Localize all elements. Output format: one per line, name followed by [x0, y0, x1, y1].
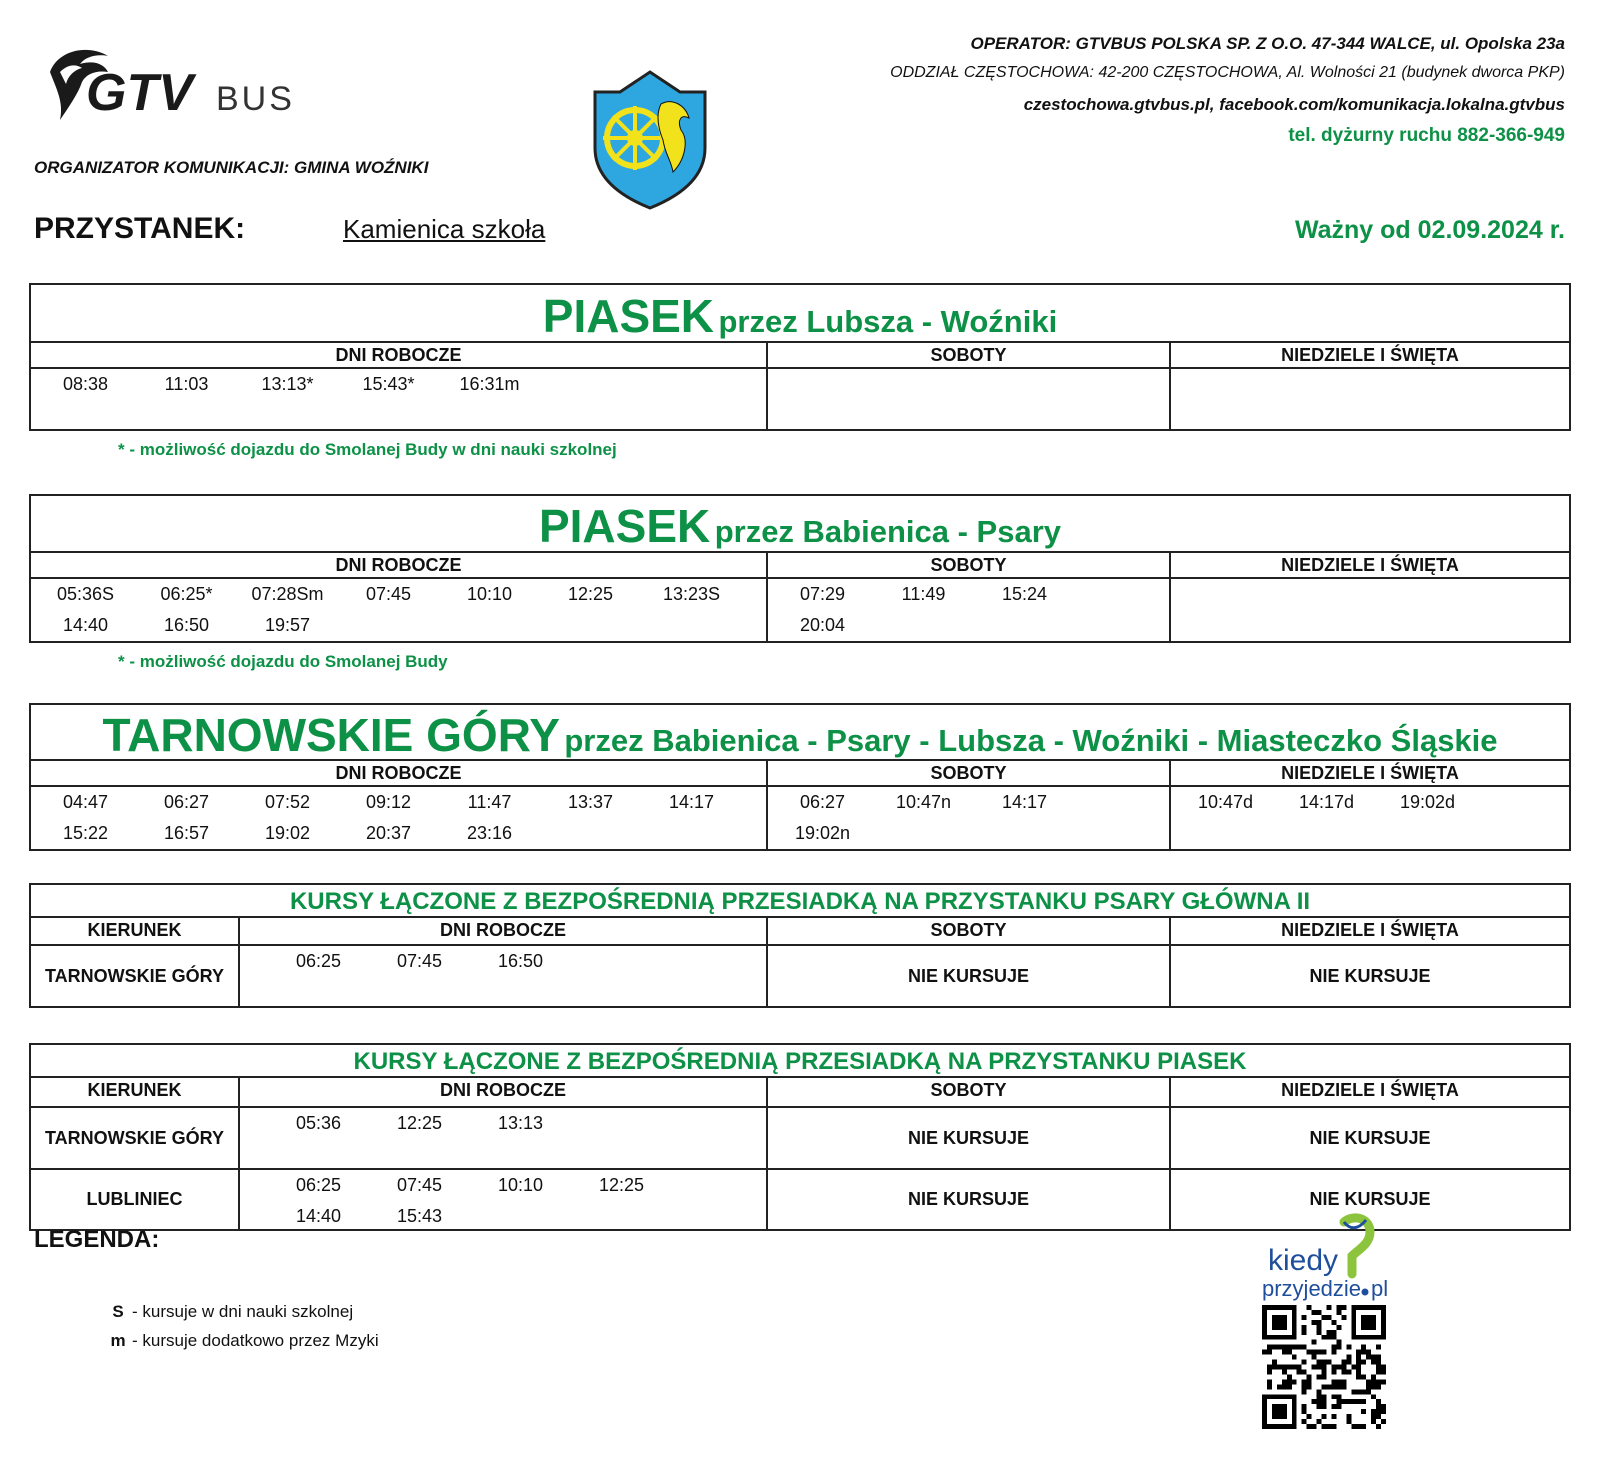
departures-row — [31, 787, 1569, 849]
departure-time: 07:52 — [264, 792, 311, 812]
column-headers — [31, 553, 1569, 579]
saturday-not-running: NIE KURSUJE — [768, 1108, 1171, 1168]
departure-time: 06:27 — [799, 792, 846, 812]
destination: PIASEK — [538, 500, 711, 552]
sunday-not-running: NIE KURSUJE — [1309, 965, 1431, 986]
qr-code-icon[interactable] — [1262, 1305, 1386, 1429]
kiedyprzyjedzie-logo[interactable] — [1258, 1212, 1398, 1302]
kiedy-word: kiedy — [1268, 1244, 1339, 1277]
header-sundays: NIEDZIELE I ŚWIĘTA — [1281, 345, 1459, 365]
header-saturdays: SOBOTY — [768, 918, 1171, 944]
workday-times — [240, 1108, 768, 1168]
header-workdays: DNI ROBOCZE — [31, 761, 768, 785]
departure-time: 11:49 — [901, 584, 946, 604]
departure-time: 04:47 — [62, 792, 109, 812]
header-saturdays: SOBOTY — [768, 1078, 1171, 1106]
departures-row — [31, 579, 1569, 641]
operator-websites[interactable]: czestochowa.gtvbus.pl, facebook.com/komunikacja.lokalna.gtvbus — [1023, 95, 1565, 114]
header-direction: KIERUNEK — [31, 918, 240, 944]
departure-time: 16:57 — [163, 823, 210, 843]
connections-psary — [29, 883, 1571, 1008]
timetable-title — [31, 285, 1569, 343]
legend-text: - kursuje w dni nauki szkolnej — [132, 1302, 354, 1321]
route-via: przez Babienica - Psary - Lubsza - Woźniki - Miasteczko Śląskie — [564, 723, 1498, 758]
header-workdays: DNI ROBOCZE — [240, 918, 768, 944]
header-saturdays: SOBOTY — [768, 343, 1171, 367]
departure-time: 06:25 — [295, 1175, 342, 1195]
connection-row — [31, 1106, 1569, 1168]
header-workdays: DNI ROBOCZE — [31, 553, 768, 577]
departure-time: 07:45 — [396, 1175, 443, 1195]
saturday-times — [768, 787, 1171, 849]
departure-time: 13:13 — [497, 1113, 544, 1133]
gmina-crest-icon — [585, 70, 715, 210]
direction-name: TARNOWSKIE GÓRY — [31, 946, 240, 1006]
organizer-label: ORGANIZATOR KOMUNIKACJI: GMINA WOŹNIKI — [34, 158, 429, 177]
departure-time: 13:23S — [662, 584, 721, 604]
departure-time: 12:25 — [396, 1113, 443, 1133]
departure-time: 10:47n — [895, 792, 952, 812]
sunday-times — [1171, 787, 1569, 849]
departure-time: 19:02n — [794, 823, 851, 843]
departure-time: 15:43* — [362, 374, 415, 394]
column-headers — [31, 343, 1569, 369]
timetable-piasek-lubsza — [29, 283, 1571, 431]
legend-item — [110, 1302, 353, 1322]
destination: TARNOWSKIE GÓRY — [102, 709, 560, 761]
departure-time: 23:16 — [466, 823, 513, 843]
departure-time: 07:45 — [365, 584, 412, 604]
connection-row — [31, 946, 1569, 1006]
header-saturdays: SOBOTY — [768, 761, 1171, 785]
route-via: przez Lubsza - Woźniki — [718, 304, 1058, 339]
gtvbus-logo — [38, 42, 328, 132]
operator-line-2: ODDZIAŁ CZĘSTOCHOWA: 42-200 CZĘSTOCHOWA, Al. Wolności 21 (budynek dworca PKP) — [890, 64, 1565, 81]
header-workdays: DNI ROBOCZE — [31, 343, 768, 367]
header-saturdays: SOBOTY — [768, 553, 1171, 577]
valid-from: Ważny od 02.09.2024 r. — [1294, 216, 1565, 244]
departure-time: 16:50 — [497, 951, 544, 971]
legend-text: - kursuje dodatkowo przez Mzyki — [132, 1331, 379, 1350]
departure-time: 20:04 — [799, 615, 846, 635]
operator-line-1: OPERATOR: GTVBUS POLSKA SP. Z O.O. 47-344 WALCE, ul. Opolska 23a — [970, 34, 1565, 53]
departure-time: 12:25 — [598, 1175, 645, 1195]
route-via: przez Babienica - Psary — [714, 514, 1062, 549]
direction-name: TARNOWSKIE GÓRY — [31, 1108, 240, 1168]
departure-time: 07:28Sm — [251, 584, 324, 604]
timetable-note: * - możliwość dojazdu do Smolanej Budy — [118, 652, 448, 671]
workday-times — [31, 787, 768, 849]
legend-title: LEGENDA: — [34, 1226, 160, 1253]
saturday-times — [768, 369, 1171, 429]
stop-name: Kamienica szkoła — [343, 214, 546, 244]
departure-time: 20:37 — [365, 823, 412, 843]
timetable-title — [31, 705, 1569, 761]
departure-time: 15:43 — [396, 1206, 443, 1226]
departure-time: 07:29 — [799, 584, 846, 604]
sunday-not-running: NIE KURSUJE — [1309, 1189, 1431, 1209]
departure-time: 05:36 — [295, 1113, 342, 1133]
stop-label: PRZYSTANEK: — [34, 212, 246, 245]
saturday-times — [768, 579, 1171, 641]
timetable-piasek-babienica — [29, 494, 1571, 643]
header-workdays: DNI ROBOCZE — [240, 1078, 768, 1106]
departure-time: 05:36S — [56, 584, 115, 604]
header-direction: KIERUNEK — [31, 1078, 240, 1106]
departure-time: 14:17 — [668, 792, 715, 812]
departure-time: 19:02 — [264, 823, 311, 843]
saturday-not-running: NIE KURSUJE — [768, 946, 1171, 1006]
departures-row — [31, 369, 1569, 429]
connections-title: KURSY ŁĄCZONE Z BEZPOŚREDNIĄ PRZESIADKĄ NA PRZYSTANKU PSARY GŁÓWNA II — [31, 885, 1569, 918]
departure-time: 15:24 — [1001, 584, 1048, 604]
departure-time: 06:25* — [160, 584, 213, 604]
timetable-note: * - możliwość dojazdu do Smolanej Budy w dni nauki szkolnej — [118, 440, 617, 459]
pl-word: pl — [1371, 1276, 1389, 1301]
departure-time: 10:10 — [497, 1175, 544, 1195]
departure-time: 19:02d — [1399, 792, 1456, 812]
departure-time: 09:12 — [365, 792, 412, 812]
connections-piasek — [29, 1043, 1571, 1231]
departure-time: 13:37 — [567, 792, 614, 812]
workday-times — [240, 1170, 768, 1229]
timetable-title — [31, 496, 1569, 553]
logo-gtv-text: GTV — [86, 64, 193, 122]
departure-time: 16:31m — [459, 374, 520, 394]
header-sundays: NIEDZIELE I ŚWIĘTA — [1281, 920, 1459, 940]
sunday-not-running: NIE KURSUJE — [1309, 1127, 1431, 1148]
departure-time: 14:40 — [62, 615, 109, 635]
departure-time: 16:50 — [163, 615, 210, 635]
legend-symbol: S — [112, 1302, 124, 1321]
legend-symbol: m — [110, 1331, 126, 1350]
departure-time: 19:57 — [264, 615, 311, 635]
header-sundays: NIEDZIELE I ŚWIĘTA — [1281, 763, 1459, 783]
departure-time: 11:47 — [467, 792, 512, 812]
workday-times — [240, 946, 768, 1006]
column-headers — [31, 761, 1569, 787]
departure-time: 06:25 — [295, 951, 342, 971]
sunday-times — [1171, 369, 1569, 429]
departure-time: 11:03 — [164, 374, 209, 394]
timetable-tarnowskie-gory — [29, 703, 1571, 851]
header-sundays: NIEDZIELE I ŚWIĘTA — [1281, 1080, 1459, 1100]
departure-time: 10:10 — [466, 584, 513, 604]
direction-name: LUBLINIEC — [31, 1170, 240, 1229]
departure-time: 10:47d — [1197, 792, 1254, 812]
workday-times — [31, 579, 768, 641]
connections-title: KURSY ŁĄCZONE Z BEZPOŚREDNIĄ PRZESIADKĄ NA PRZYSTANKU PIASEK — [31, 1045, 1569, 1078]
column-headers — [31, 1078, 1569, 1106]
departure-time: 08:38 — [62, 374, 109, 394]
workday-times — [31, 369, 768, 429]
departure-time: 12:25 — [567, 584, 614, 604]
departure-time: 14:17 — [1001, 792, 1048, 812]
logo-bus-text: BUS — [216, 80, 295, 118]
column-headers — [31, 918, 1569, 946]
departure-time: 06:27 — [163, 792, 210, 812]
przyjedzie-word: przyjedzie — [1262, 1276, 1362, 1301]
destination: PIASEK — [542, 290, 715, 342]
legend-item — [110, 1331, 379, 1351]
departure-time: 14:17d — [1298, 792, 1355, 812]
departure-time: 14:40 — [295, 1206, 342, 1226]
dispatcher-phone[interactable]: tel. dyżurny ruchu 882-366-949 — [1288, 125, 1565, 146]
saturday-not-running: NIE KURSUJE — [768, 1170, 1171, 1229]
departure-time: 13:13* — [261, 374, 314, 394]
sunday-times — [1171, 579, 1569, 641]
departure-time: 07:45 — [396, 951, 443, 971]
departure-time: 15:22 — [62, 823, 109, 843]
header-sundays: NIEDZIELE I ŚWIĘTA — [1281, 555, 1459, 575]
